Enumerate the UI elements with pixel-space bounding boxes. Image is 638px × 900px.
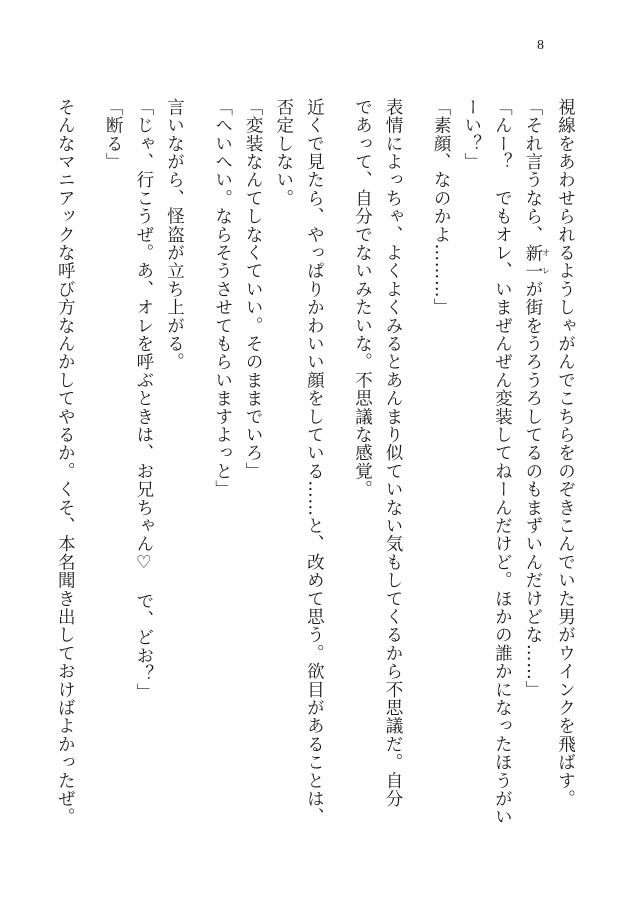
text-line: 「断る」: [103, 98, 124, 171]
text-line: 視線をあわせられるようしゃがんでこちらをのぞきこんでいた男がウインクを飛ばす。: [555, 98, 576, 808]
text-line: 「へいへい。ならそうさせてもらいますよっと」: [212, 98, 233, 499]
text-line: そんなマニアックな呼び方なんかしてやるか。くそ、本名聞き出しておけばよかったぜ。: [55, 98, 76, 826]
vertical-text-body: [50, 98, 598, 858]
line-segment: 「それ言うなら、: [522, 98, 543, 244]
text-line-with-ruby: [517, 98, 550, 858]
text-line: 言いながら、怪盗が立ち上がる。: [164, 98, 185, 371]
text-line: 「変装なんてしなくていい。そのままでいろ」: [243, 98, 264, 481]
text-line: 「素顔、なのかよ………」: [431, 98, 452, 317]
line-segment: が街をうろうろしてるのもまずいんだけどな……」: [522, 280, 543, 699]
ruby-base: 新一: [522, 243, 543, 281]
ruby-annotation: [522, 243, 551, 281]
text-line: 「じゃ、行こうぜ。あ、オレを呼ぶときは、お兄ちゃん♡ で、どお？」: [133, 98, 154, 702]
text-line: 「んー？ でもオレ、いまぜんぜん変装してねーんだけど。ほかの誰かになったほうがい: [492, 98, 513, 826]
text-line: ーい？」: [461, 98, 482, 171]
text-line: であって、自分でないみたいな。不思議な感覚。: [352, 98, 373, 499]
ruby-reading: オレ: [541, 243, 551, 281]
page-number: 8: [537, 38, 544, 53]
text-line: 否定しない。: [273, 98, 294, 208]
text-line: 近くで見たら、やっぱりかわいい顔をしている……と、改めて思う。欲目があることは、: [304, 98, 325, 826]
text-line: 表情によっちゃ、よくよくみるとあんまり似ていない気もしてくるから不思議だ。自分: [383, 98, 404, 808]
